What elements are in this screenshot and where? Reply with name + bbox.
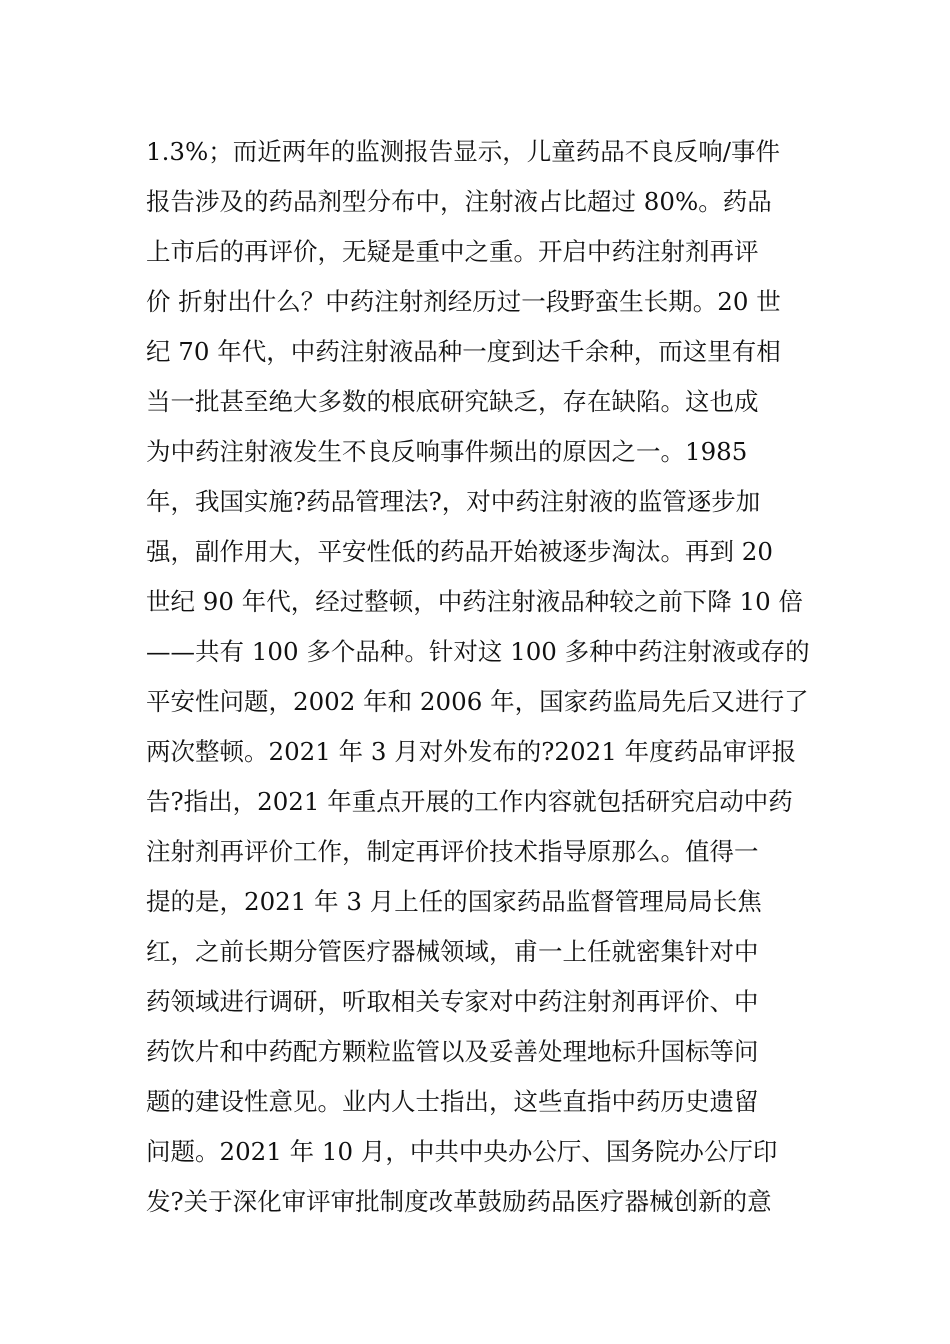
text-line: 当一批甚至绝大多数的根底研究缺乏，存在缺陷。这也成 xyxy=(146,387,759,416)
text-line: 价 折射出什么？中药注射剂经历过一段野蛮生长期。20 世 xyxy=(146,287,781,316)
text-line: 题的建设性意见。业内人士指出，这些直指中药历史遗留 xyxy=(146,1087,759,1116)
text-line: 两次整顿。2021 年 3 月对外发布的?2021 年度药品审评报 xyxy=(146,737,797,766)
text-line: 年，我国实施?药品管理法?，对中药注射液的监管逐步加 xyxy=(146,487,761,516)
text-line: 红，之前长期分管医疗器械领域，甫一上任就密集针对中 xyxy=(146,937,759,966)
text-line: ——共有 100 多个品种。针对这 100 多种中药注射液或存的 xyxy=(146,637,810,666)
text-line: 发?关于深化审评审批制度改革鼓励药品医疗器械创新的意 xyxy=(146,1187,772,1216)
text-line: 纪 70 年代，中药注射液品种一度到达千余种，而这里有相 xyxy=(146,337,781,366)
text-line: 注射剂再评价工作，制定再评价技术指导原那么。值得一 xyxy=(146,837,759,866)
text-line: 药领域进行调研，听取相关专家对中药注射剂再评价、中 xyxy=(146,987,759,1016)
text-line: 为中药注射液发生不良反响事件频出的原因之一。1985 xyxy=(146,437,748,466)
text-line: 报告涉及的药品剂型分布中，注射液占比超过 80%。药品 xyxy=(146,187,772,216)
text-line: 药饮片和中药配方颗粒监管以及妥善处理地标升国标等问 xyxy=(146,1037,759,1066)
text-line: 平安性问题，2002 年和 2006 年，国家药监局先后又进行了 xyxy=(146,687,809,716)
text-line: 强，副作用大，平安性低的药品开始被逐步淘汰。再到 20 xyxy=(146,537,773,566)
text-line: 世纪 90 年代，经过整顿，中药注射液品种较之前下降 10 倍 xyxy=(146,587,803,616)
text-line: 1.3%；而近两年的监测报告显示，儿童药品不良反响/事件 xyxy=(146,137,780,166)
text-line: 提的是，2021 年 3 月上任的国家药品监督管理局局长焦 xyxy=(146,887,762,916)
text-line: 告?指出，2021 年重点开展的工作内容就包括研究启动中药 xyxy=(146,787,793,816)
text-line: 问题。2021 年 10 月，中共中央办公厅、国务院办公厅印 xyxy=(146,1137,778,1166)
text-line: 上市后的再评价，无疑是重中之重。开启中药注射剂再评 xyxy=(146,237,759,266)
